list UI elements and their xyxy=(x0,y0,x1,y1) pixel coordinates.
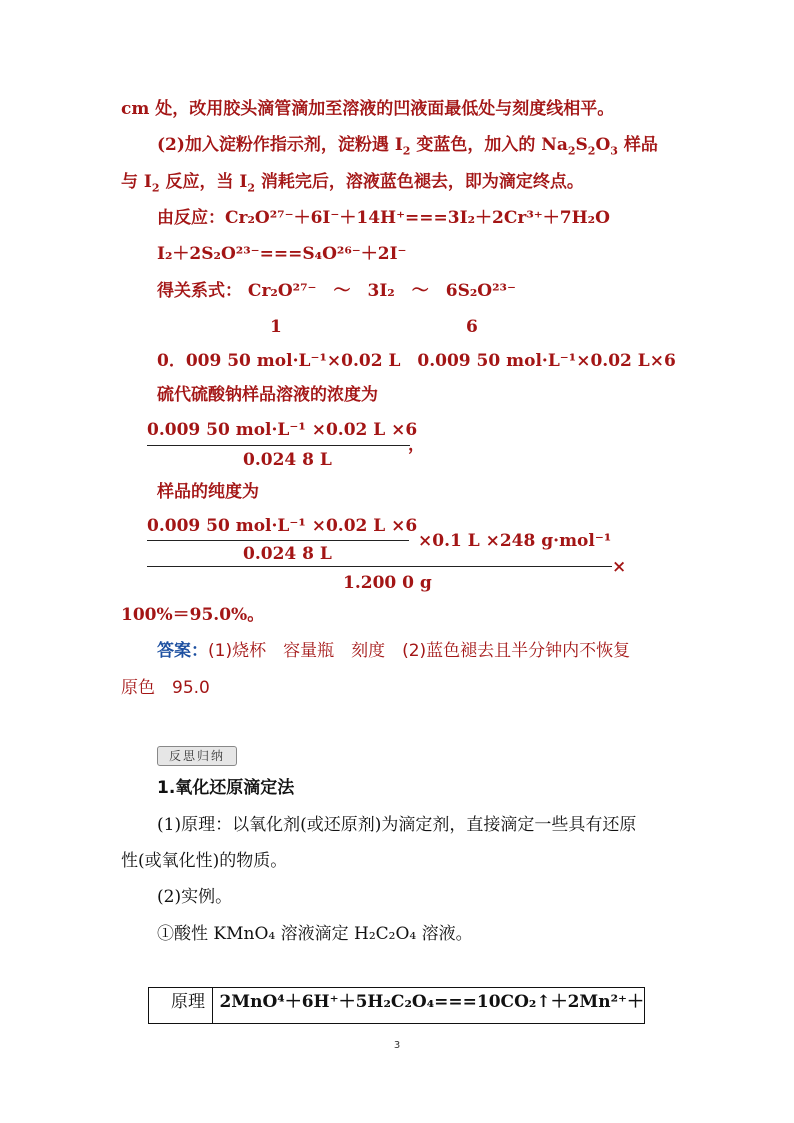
text-span: S xyxy=(575,135,588,155)
fraction1-denominator: 0.024 8 L xyxy=(243,450,332,470)
fraction2-inner-bar xyxy=(147,540,409,541)
relation-formula: Cr₂O²⁷⁻ ～ 3I₂ ～ 6S₂O²³⁻ xyxy=(247,281,516,301)
section-paragraph-3: (2)实例。 xyxy=(157,887,233,907)
subscript: 2 xyxy=(567,144,576,158)
text-span: 样品 xyxy=(617,135,658,155)
text-span: 消耗完后，溶液蓝色褪去，即为滴定终点。 xyxy=(254,172,584,192)
fraction2-tail: × xyxy=(612,557,627,577)
fraction2-inner-numerator: 0.009 50 mol·L⁻¹ ×0.02 L ×6 xyxy=(147,516,418,536)
fraction1-numerator: 0.009 50 mol·L⁻¹ ×0.02 L ×6 xyxy=(147,420,418,440)
table-content-cell: 2MnO⁴＋6H⁺＋5H₂C₂O₄===10CO₂↑＋2Mn²⁺＋ xyxy=(219,992,644,1012)
equation-2: I₂＋2S₂O²³⁻===S₄O²⁶⁻＋2I⁻ xyxy=(157,244,407,264)
section-paragraph-4: ①酸性 KMnO₄ 溶液滴定 H₂C₂O₄ 溶液。 xyxy=(157,924,473,944)
answer-label: 答案： xyxy=(157,641,208,661)
purity-result: 100%＝95.0%。 xyxy=(121,605,265,625)
subscript: 2 xyxy=(402,144,411,158)
equation-1: 由反应：Cr₂O²⁷⁻＋6I⁻＋14H⁺===3I₂＋2Cr³⁺＋7H₂O xyxy=(157,208,610,228)
text-span: 变蓝色，加入的 Na xyxy=(410,135,568,155)
section-paragraph-2: 性(或氧化性)的物质。 xyxy=(121,851,288,871)
text-span: 反应，当 I xyxy=(159,172,248,192)
text-line-2 xyxy=(157,134,658,156)
subscript: 3 xyxy=(610,144,618,158)
purity-caption: 样品的纯度为 xyxy=(157,482,259,502)
section-title: 1.氧化还原滴定法 xyxy=(157,778,295,798)
reflection-tag: 反思归纳 xyxy=(157,746,237,766)
fraction1-bar xyxy=(147,445,410,446)
relation-label: 得关系式： xyxy=(157,281,242,301)
fraction2-main-bar xyxy=(147,566,612,567)
text-span: (2)加入淀粉作指示剂，淀粉遇 I xyxy=(157,135,403,155)
concentration-caption: 硫代硫酸钠样品溶液的浓度为 xyxy=(157,385,378,405)
text-span: O xyxy=(595,135,611,155)
ratio-6: 6 xyxy=(466,317,478,337)
fraction2-inner-denominator: 0.024 8 L xyxy=(243,544,332,564)
fraction1-comma: ， xyxy=(408,435,425,455)
answer-line xyxy=(157,640,630,662)
text-span: 与 I xyxy=(121,172,152,192)
fraction2-multiplier: ×0.1 L ×248 g·mol⁻¹ xyxy=(418,531,612,551)
answer-text: (1)烧杯 容量瓶 刻度 (2)蓝色褪去且半分钟内不恢复 xyxy=(208,641,631,661)
text-line-3 xyxy=(121,171,584,193)
table-label-cell: 原理 xyxy=(149,988,213,1023)
subscript: 2 xyxy=(247,181,255,195)
ratio-1: 1 xyxy=(270,317,282,337)
section-paragraph-1: (1)原理：以氧化剂(或还原剂)为滴定剂，直接滴定一些具有还原 xyxy=(157,815,637,835)
amount-line: 0．009 50 mol·L⁻¹×0.02 L 0.009 50 mol·L⁻¹×0.02 L×6 xyxy=(157,351,676,371)
fraction2-denominator: 1.200 0 g xyxy=(343,573,432,593)
text-line-1: cm 处，改用胶头滴管滴加至溶液的凹液面最低处与刻度线相平。 xyxy=(121,99,615,119)
subscript: 2 xyxy=(587,144,596,158)
page-number: 3 xyxy=(393,1040,401,1051)
principle-table xyxy=(148,987,645,1024)
answer-line-2: 原色 95.0 xyxy=(121,678,210,698)
subscript: 2 xyxy=(151,181,160,195)
relation-line xyxy=(157,280,516,302)
